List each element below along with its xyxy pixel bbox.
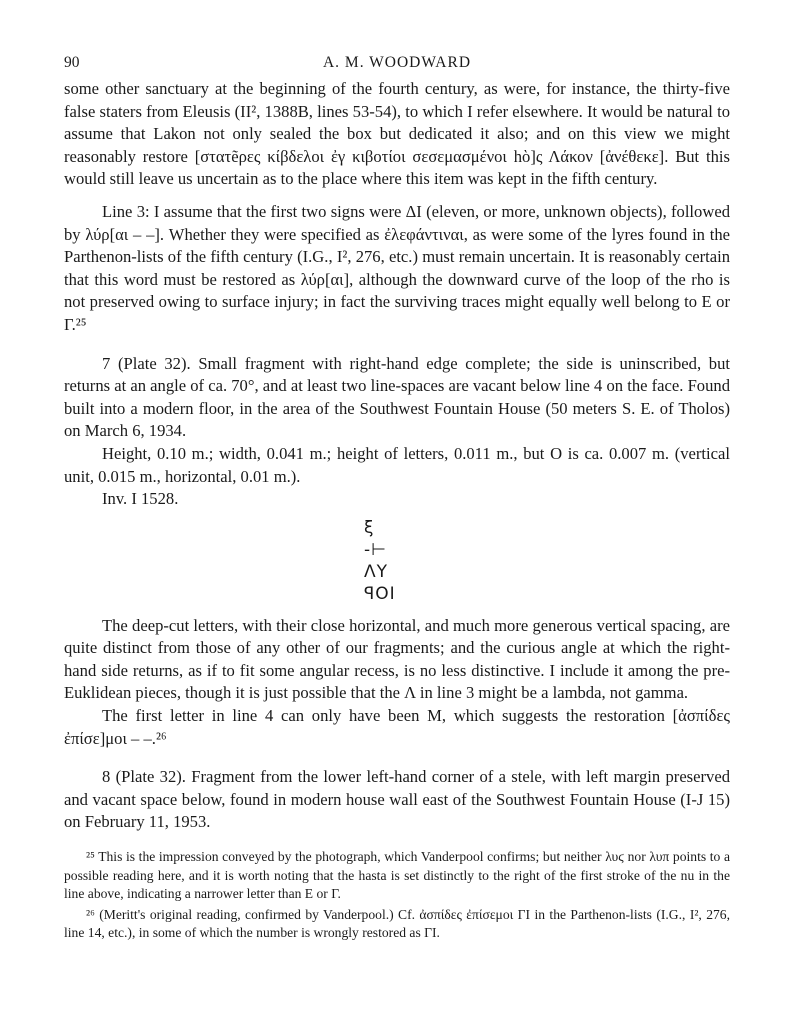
page [64,52,730,943]
inscription-line: ΛY [364,561,389,582]
footnotes [64,848,730,943]
running-title: A. M. WOODWARD [322,54,472,71]
paragraph-commentary: The deep-cut letters, with their close horizontal, and much more generous vertical spacing, are quite distinct from those of any other of our fragments; and the curious angle at which the right-hand side returns, as if to fit some angular recess, is no less distinctive. I include it among the pre-Euklidean pieces, though it is just possible that the Λ in line 3 might be a lambda, not gamma. [64,615,730,703]
page-number: 90 [64,54,80,71]
paragraph-item-8: 8 (Plate 32). Fragment from the lower left-hand corner of a stele, with left margin preserved and vacant space below, found in modern house wall east of the Southwest Fountain House (I-J 15) on February 11, 1953. [64,767,730,832]
footnote-25: ²⁵ This is the impression conveyed by the photograph, which Vanderpool confirms; but neither λυϛ nor λυπ points to a possible reading here, and it is worth noting that the hasta is set distinctly to the right of the first stroke of the nu in the line above, indicating a narrower letter than E or Γ. [64,849,730,902]
inscription-line: ꟼOI [364,583,396,604]
footnote-26: ²⁶ (Meritt's original reading, confirmed by Vanderpool.) Cf. ἀσπίδες ἐπίσεμοι ΓI in the Parthenon-lists (I.G., I², 276, line 14, etc.), in some of which the number is wrongly restored as ΓI. [64,906,730,941]
inscription-line: -⊢ [364,539,387,560]
paragraph-restoration: The first letter in line 4 can only have been M, which suggests the restoration [ἀσπίδες ἐπίσε]μοι – –.²⁶ [64,706,730,748]
inscription-text [364,517,730,605]
paragraph-item-7: 7 (Plate 32). Small fragment with right-hand edge complete; the side is uninscribed, but returns at an angle of ca. 70°, and at least two line-spaces are vacant below line 4 on the face. Found built into a modern floor, in the area of the Southwest Fountain House (50 meters S. E. of Tholos) on March 6, 1934. [64,353,730,441]
paragraph-line-3: Line 3: I assume that the first two signs were ΔI (eleven, or more, unknown objects), followed by λύρ[αι – –]. Whether they were specified as ἐλεφάντιναι, as were some of the lyres found in the Parthenon-lists of the fifth century (I.G., I², 276, etc.) must remain uncertain. It is reasonably certain that this word must be restored as λύρ[αι], although the downward curve of the loop of the rho is not preserved owing to surface injury; in fact the surviving traces might equally well belong to E or Γ.²⁵ [64,201,730,334]
paragraph-inventory: Inv. I 1528. [102,489,179,509]
inscription-line: ξ [364,517,375,538]
paragraph-dimensions: Height, 0.10 m.; width, 0.041 m.; height of letters, 0.011 m., but O is ca. 0.007 m. (vertical unit, 0.015 m., horizontal, 0.01 m.). [64,443,730,486]
paragraph-continuation: some other sanctuary at the beginning of the fourth century, as were, for instance, the thirty-five false staters from Eleusis (II², 1388B, lines 53-54), to which I refer elsewhere. It would be natural to assume that Lakon not only sealed the box but dedicated it also; and on this view we might reasonably restore [στατẽρες κίβδελοι ἐγ κιβοτίοι σεσεμασμένοι hὸ]ς Λάκον [ἀνέθεκε]. But this would still leave us uncertain as to the place where this item was kept in the fifth century. [64,79,730,189]
running-head [64,52,730,78]
